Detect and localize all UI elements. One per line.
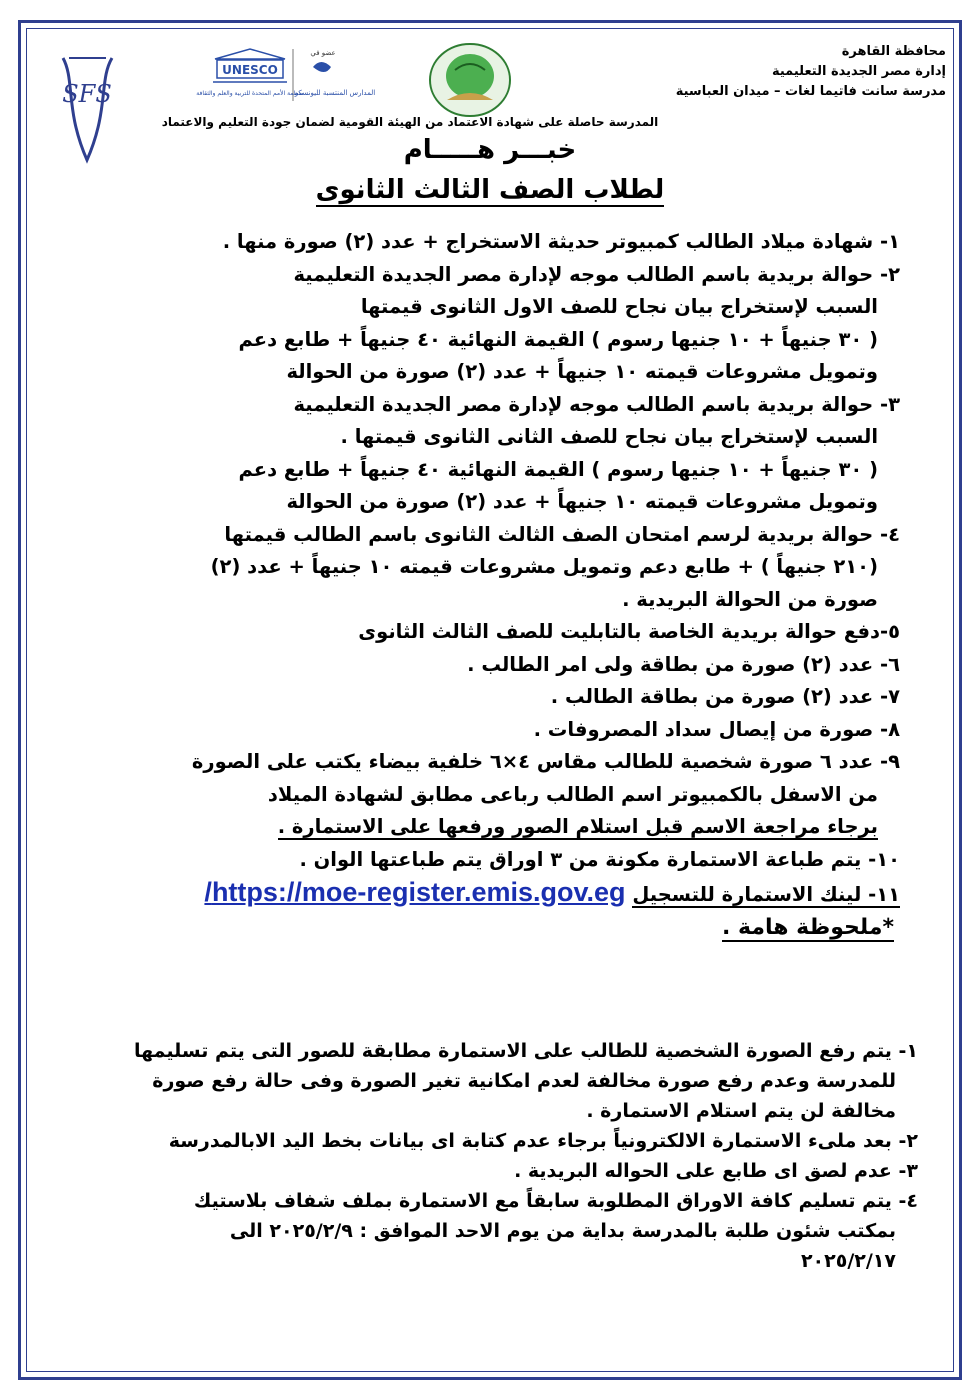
list-item: ٢- حوالة بريدية باسم الطالب موجه لإدارة مصر الجديدة التعليمية	[293, 262, 900, 286]
note-item-line: ٢٠٢٥/٢/١٧	[800, 1250, 896, 1272]
svg-text:UNESCO: UNESCO	[222, 63, 278, 77]
svg-text:عضو في: عضو في	[310, 49, 336, 57]
list-item-line: وتمويل مشروعات قيمته ١٠ جنيهاً + عدد (٢) صورة من الحوالة	[286, 490, 878, 513]
important-notes	[60, 1036, 918, 1276]
accreditation-seal	[425, 40, 515, 120]
note-item-line: مخالفة لن يتم استلام الاستمارة .	[586, 1100, 896, 1122]
list-item: ٧- عدد (٢) صورة من بطاقة الطالب .	[550, 685, 900, 708]
list-item-line: السبب لإستخراج بيان نجاح للصف الاول الثانوى قيمتها	[360, 295, 878, 318]
subheadline: لطلاب الصف الثالث الثانوى	[315, 175, 665, 205]
note-item: ٢- بعد ملىء الاستمارة الالكترونياً برجاء عدم كتابة اى بيانات بخط اليد الابالمدرسة	[168, 1130, 918, 1152]
list-item: ٣- حوالة بريدية باسم الطالب موجه لإدارة مصر الجديدة التعليمية	[293, 392, 900, 416]
accreditation-statement: المدرسة حاصلة على شهادة الاعتماد من الهيئة القومية لضمان جودة التعليم والاعتماد	[161, 115, 659, 129]
list-item: ٩- عدد ٦ صورة شخصية للطالب مقاس ٤×٦ خلفية بيضاء يكتب على الصورة	[191, 750, 900, 773]
unesco-logo	[195, 45, 375, 105]
list-item: ٥-دفع حوالة بريدية الخاصة بالتابليت للصف الثالث الثانوى	[358, 620, 900, 643]
note-item: ٣- عدم لصق اى طابع على الحواله البريدية .	[514, 1160, 918, 1182]
list-item-line: برجاء مراجعة الاسم قبل استلام الصور ورفعها على الاستمارة .	[277, 815, 878, 838]
note-item: ٤- يتم تسليم كافة الاوراق المطلوبة سابقاً مع الاستمارة بملف شفاف بلاستيك	[193, 1190, 918, 1212]
note-item-line: للمدرسة وعدم رفع صورة مخالفة لعدم امكانية تغير الصورة وفى حالة رفع صورة	[152, 1070, 896, 1092]
svg-text:SFS: SFS	[62, 80, 112, 108]
list-item-line: ( ٣٠ جنيهاً + ١٠ جنيها رسوم ) القيمة النهائية ٤٠ جنيهاً + طابع دعم	[238, 327, 878, 351]
list-item-line: (٢١٠ جنيهاً ) + طابع دعم وتمويل مشروعات قيمته ١٠ جنيهاً + عدد (٢)	[210, 555, 878, 578]
governorate-info	[676, 42, 946, 102]
list-item	[60, 876, 900, 912]
school-name-line: مدرسة سانت فاتيما لغات – ميدان العباسية	[675, 84, 946, 99]
list-item: ٦- عدد (٢) صورة من بطاقة ولى امر الطالب .	[467, 652, 900, 676]
headline: خبـــر هـــــام	[403, 135, 577, 165]
list-item: ١٠- يتم طباعة الاستمارة مكونة من ٣ اوراق يتم طباعتها الوان .	[299, 847, 900, 871]
note-item-line: بمكتب شئون طلبة بالمدرسة بداية من يوم الاحد الموافق : ٢٠٢٥/٢/٩ الى	[229, 1220, 896, 1242]
svg-text:منظمة الأمم المتحدة للتربية وا: منظمة الأمم المتحدة للتربية والعلم والثقافة	[196, 90, 304, 97]
list-item: ٤- حوالة بريدية لرسم امتحان الصف الثالث الثانوى باسم الطالب قيمتها	[224, 522, 900, 546]
governorate-line: محافظة القاهرة	[841, 44, 946, 59]
svg-text:المدارس المنتسبة لليونسكو: المدارس المنتسبة لليونسكو	[294, 89, 375, 97]
note-item: ١- يتم رفع الصورة الشخصية للطالب على الاستمارة مطابقة للصور التى يتم تسليمها	[133, 1040, 918, 1062]
list-item-line: من الاسفل بالكمبيوتر اسم الطالب رباعى مطابق لشهادة الميلاد	[267, 782, 878, 806]
registration-link[interactable]: https://moe-register.emis.gov.eg/	[204, 877, 626, 907]
list-item-line: صورة من الحوالة البريدية .	[622, 587, 878, 611]
list-item-line: وتمويل مشروعات قيمته ١٠ جنيهاً + عدد (٢) صورة من الحوالة	[286, 360, 878, 383]
list-item-line: السبب لإستخراج بيان نجاح للصف الثانى الثانوى قيمتها .	[340, 425, 878, 448]
note-title: *ملحوظة هامة .	[722, 914, 894, 940]
registration-label: ١١- لينك الاستمارة للتسجيل	[632, 883, 900, 906]
list-item-line: ( ٣٠ جنيهاً + ١٠ جنيها رسوم ) القيمة النهائية ٤٠ جنيهاً + طابع دعم	[238, 457, 878, 481]
requirements-list	[60, 226, 900, 944]
administration-line: إدارة مصر الجديدة التعليمية	[771, 64, 946, 79]
list-item: ١- شهادة ميلاد الطالب كمبيوتر حديثة الاستخراج + عدد (٢) صورة منها .	[222, 230, 900, 253]
list-item: ٨- صورة من إيصال سداد المصروفات .	[533, 717, 900, 741]
